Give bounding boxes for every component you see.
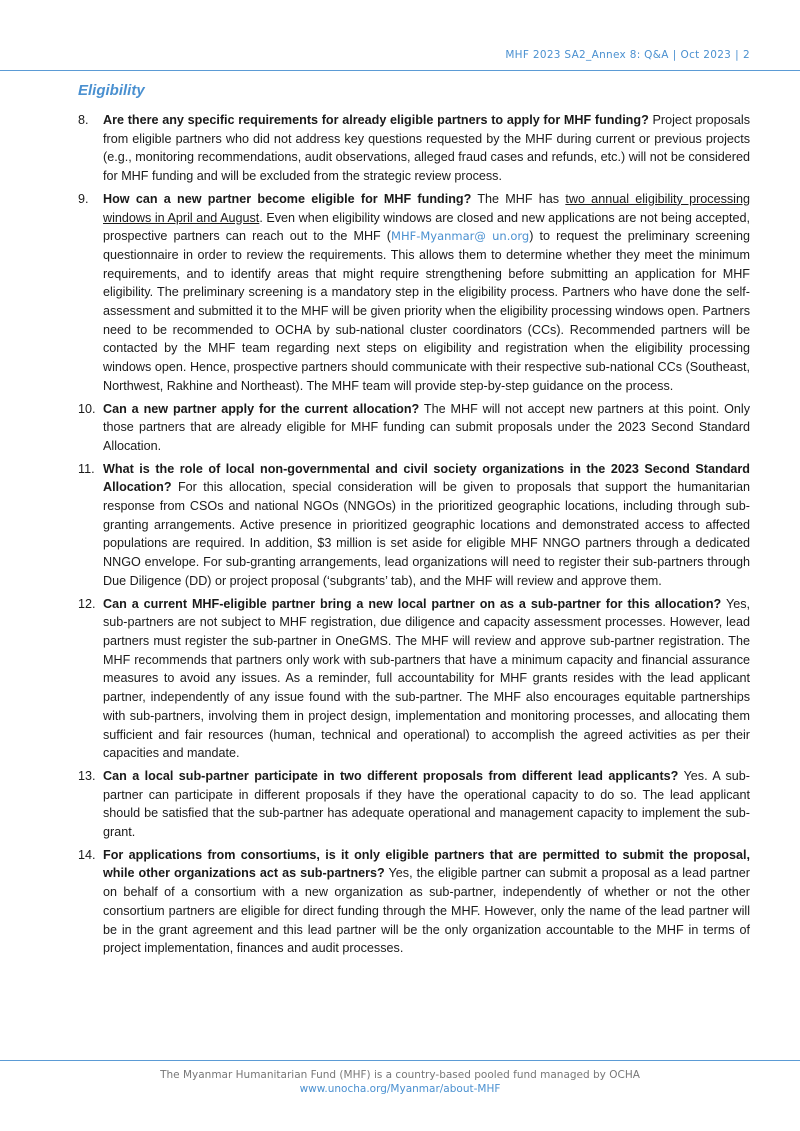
qa-item-9 bbox=[78, 190, 750, 396]
qa-item-12 bbox=[78, 595, 750, 763]
question: Can a current MHF-eligible partner bring a new local partner on as a sub-partner for this allocation? bbox=[103, 596, 722, 611]
item-number: 8. bbox=[78, 113, 89, 127]
item-number: 9. bbox=[78, 191, 89, 206]
header-page-number: 2 bbox=[743, 49, 750, 61]
answer: The MHF will not accept new partners at this point. Only those partners that are already eligible for MHF funding can submit proposals under the 2023 Second Standard Allocation. bbox=[103, 401, 750, 453]
answer-part: . Even when eligibility windows are closed and new applications are not being accepted, prospective partners can reach out to the MHF ( bbox=[103, 210, 750, 244]
qa-item-10 bbox=[78, 400, 750, 456]
answer: For this allocation, special consideration will be given to proposals that support the humanitarian response from CSOs and national NGOs (NNGOs) in the prioritized geographic locations, including through sub-granting arrangements. Active presence in prioritized geographic locations and demonstrated access to affected populations are required. In addition, $3 million is set aside for eligible MHF NNGO partners through a dedicated NNGO envelope. For sub-granting arrangements, lead organizations will need to register their sub-partners through Due Diligence (DD) or project proposal (‘subgrants’ tab), and the MHF will review and approve them. bbox=[103, 480, 751, 588]
item-number: 14. bbox=[78, 847, 96, 862]
answer-part: The MHF has bbox=[477, 191, 560, 206]
answer-part: ) to request the preliminary screening questionnaire in order to review the requirements. This allows them to determine whether they meet the minimum requirements, and to identify areas that might require strengthening before submitting an application for MHF eligibility. The preliminary screening is a mandatory step in the eligibility process. Partners who have done the self-assessment and submitted it to the MHF will be given priority when the eligibility processing windows open. Partners need to be recommended to OCHA by sub-national cluster coordinators (CCs). Recommended partners will be contacted by the MHF team regarding next steps on eligibility and registration when the eligibility processing windows open. Hence, prospective partners should communicate with their respective sub-national CCs (Southeast, Northwest, Rakhine and Northeast). The MHF team will provide step-by-step guidance on the process. bbox=[103, 229, 750, 393]
footer-website-link[interactable]: www.unocha.org/Myanmar/about-MHF bbox=[299, 1083, 501, 1095]
item-number: 11. bbox=[78, 461, 95, 476]
section-title: Eligibility bbox=[78, 82, 145, 99]
qa-item-11 bbox=[78, 460, 750, 591]
question: For applications from consortiums, is it only eligible partners that are permitted to submit the proposal, while other organizations act as sub-partners? bbox=[103, 847, 750, 881]
qa-item-13 bbox=[78, 767, 750, 842]
question: How can a new partner become eligible for MHF funding? bbox=[103, 191, 472, 206]
answer: Yes, sub-partners are not subject to MHF registration, due diligence and capacity assessment processes. However, lead partners must register the sub-partner in OneGMS. The MHF will review and approve sub-partner registration. The MHF recommends that partners only work with sub-partners that have a minimum capacity and financial assurance measures to avoid any issues. As a reminder, full accountability for MHF grants resides with the lead applicant partner, independently of any issue found with the sub-partner. The MHF also encourages equitable partnerships with sub-partners, involving them in project design, implementation and monitoring processes, and allocating them sufficient and fair resources (human, technical and operational) to accomplish the agreed activities as per their capacities and mandate. bbox=[103, 596, 750, 761]
header-text: MHF 2023 SA2_Annex 8: Q&A | Oct 2023 | 2 bbox=[505, 49, 750, 61]
question: Can a local sub-partner participate in two different proposals from different lead applicants? bbox=[103, 768, 679, 783]
answer: Yes, the eligible partner can submit a proposal as a lead partner on behalf of a consortium with a new organization as sub-partner, independently of whether or not the other consortium partners are eligible for direct funding through the MHF. However, only the name of the lead partner will be in the grant agreement and this lead partner will be the only organization accountable to the MHF in terms of project implementation, finances and audit processes. bbox=[103, 866, 750, 956]
qa-list bbox=[78, 111, 750, 962]
answer: Project proposals from eligible partners who did not address key questions requested by the MHF during current or previous projects (e.g., monitoring recommendations, audit observations, alleged fraud cases and refunds, etc.) will not be considered for MHF funding and will be excluded from the strategic review process. bbox=[103, 113, 751, 184]
question: Are there any specific requirements for already eligible partners to apply for MHF funding? bbox=[103, 113, 649, 127]
footer-description: The Myanmar Humanitarian Fund (MHF) is a country-based pooled fund managed by OCHA bbox=[160, 1069, 640, 1081]
item-number: 12. bbox=[78, 596, 96, 611]
answer: Yes. A sub-partner can participate in different proposals if they have the operational capacity to do so. The lead applicant should be satisfied that the sub-partner has adequate operational and management capacity to implement the sub-grant. bbox=[103, 768, 750, 840]
email-link[interactable]: MHF-Myanmar@ un.org bbox=[391, 229, 530, 244]
eligibility-windows-link[interactable]: two annual eligibility processing windows in April and August bbox=[103, 191, 750, 225]
page-header bbox=[0, 0, 800, 71]
qa-item-14 bbox=[78, 846, 750, 958]
header-date: Oct 2023 bbox=[680, 49, 732, 61]
item-number: 10. bbox=[78, 401, 96, 416]
header-doc-title: MHF 2023 SA2_Annex 8: Q&A bbox=[505, 49, 669, 61]
item-number: 13. bbox=[78, 768, 96, 783]
question: Can a new partner apply for the current allocation? bbox=[103, 401, 420, 416]
question: What is the role of local non-governmental and civil society organizations in the 2023 Second Standard Allocation? bbox=[103, 461, 750, 495]
page-footer bbox=[0, 1060, 800, 1131]
qa-item-8 bbox=[78, 111, 750, 186]
